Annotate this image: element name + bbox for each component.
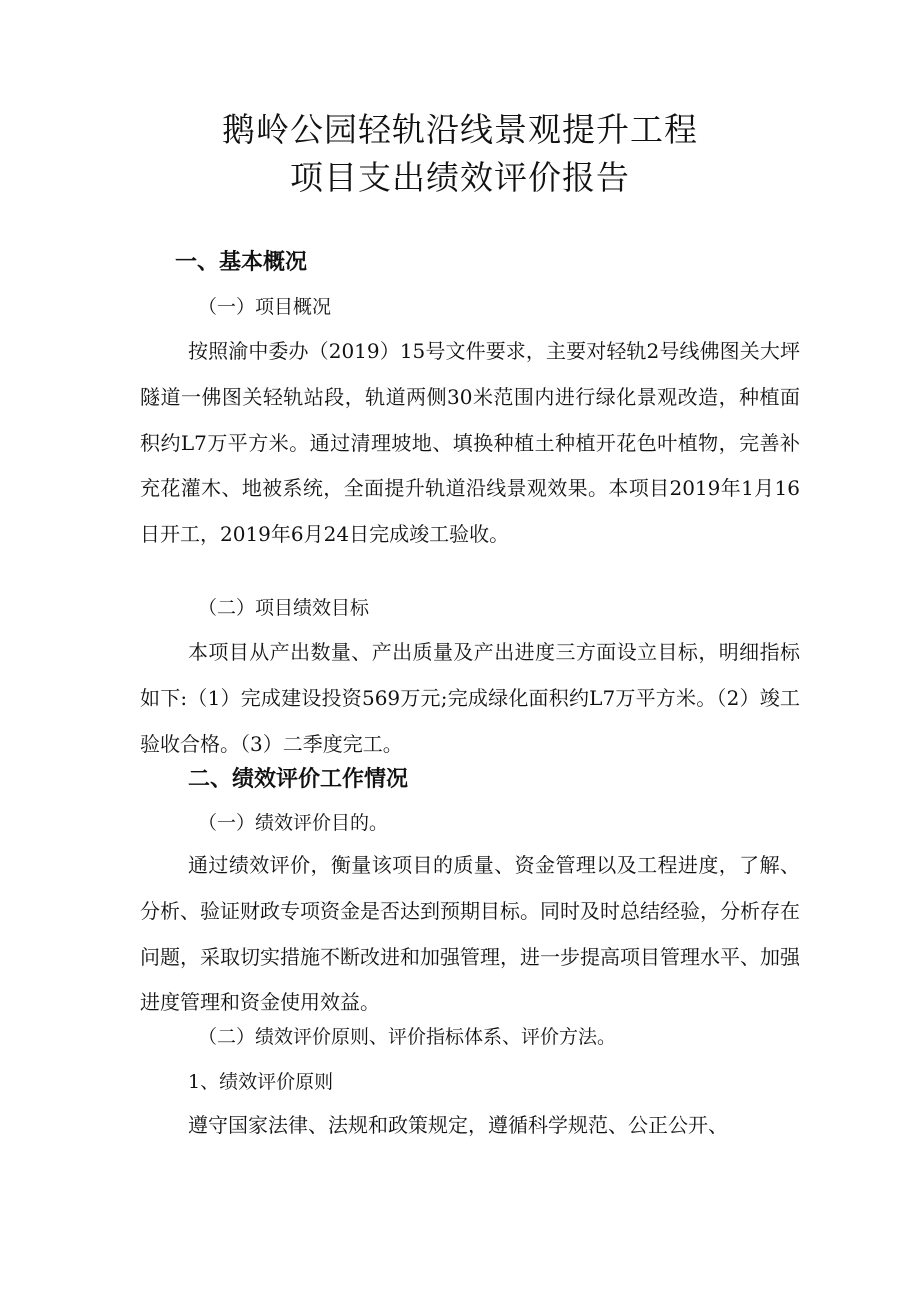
section1-sub1-paragraph: 按照渝中委办（2019）15号文件要求，主要对轻轨2号线佛图关大坪隧道一佛图关轻轨站段，轨道两侧30米范围内进行绿化景观改造，种植面积约L7万平方米。通过清理坡地、填换种植土种植开花色叶植物，完善补充花灌木、地被系统，全面提升轨道沿线景观效果。本项目2019年1月16日开工，2019年6月24日完成竣工验收。 <box>140 339 800 547</box>
report-title-line2: 项目支出绩效评价报告 <box>290 158 630 197</box>
section2-sub2-heading: （二）绩效评价原则、评价指标体系、评价方法。 <box>198 1026 617 1048</box>
section1-sub2-heading: （二）项目绩效目标 <box>198 597 370 619</box>
section2-sub2-1-paragraph: 遵守国家法律、法规和政策规定，遵循科学规范、公正公开、 <box>188 1113 728 1137</box>
section2-sub1-heading: （一）绩效评价目的。 <box>198 812 389 834</box>
report-title-line1: 鹅岭公园轻轨沿线景观提升工程 <box>222 110 698 149</box>
section2-heading: 二、绩效评价工作情况 <box>188 767 409 792</box>
section1-sub2-paragraph: 本项目从产出数量、产出质量及产出进度三方面设立目标，明细指标如下:（1）完成建设投资569万元;完成绿化面积约L7万平方米。（2）竣工验收合格。（3）二季度完工。 <box>140 640 800 756</box>
section2-sub2-1-heading: 1、绩效评价原则 <box>188 1071 334 1093</box>
section1-sub1-heading: （一）项目概况 <box>198 296 332 318</box>
section1-heading: 一、基本概况 <box>175 250 308 275</box>
section2-sub1-paragraph: 通过绩效评价，衡量该项目的质量、资金管理以及工程进度，了解、分析、验证财政专项资金是否达到预期目标。同时及时总结经验，分析存在问题，采取切实措施不断改进和加强管理，进一步提高项目管理水平、加强进度管理和资金使用效益。 <box>140 853 800 1015</box>
